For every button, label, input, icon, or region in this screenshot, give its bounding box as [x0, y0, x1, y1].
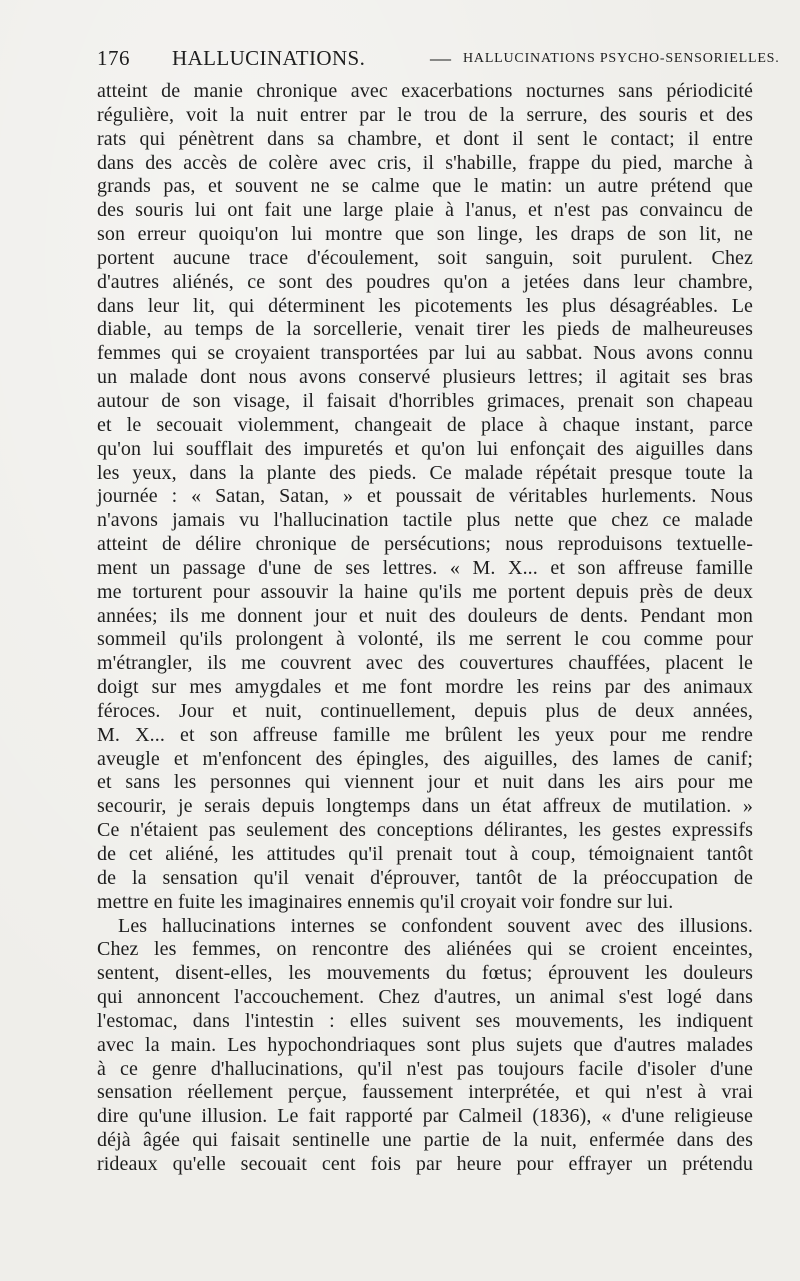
text-line: et le secouait violemment, changeait de place à chaque instant, parce: [97, 413, 753, 436]
text-line: rideaux qu'elle secouait cent fois par heure pour effrayer un prétendu: [97, 1152, 753, 1175]
text-line: Les hallucinations internes se confondent souvent avec des illusions.: [118, 914, 753, 937]
text-line: son erreur quoiqu'on lui montre que son linge, les draps de son lit, ne: [97, 223, 753, 246]
text-line: qu'on lui soufflait des impuretés et qu'on lui enfonçait des aiguilles dans: [97, 437, 753, 460]
text-line: aveugle et m'enfoncent des épingles, des aiguilles, des lames de canif;: [97, 747, 753, 770]
text-line: dire qu'une illusion. Le fait rapporté par Calmeil (1836), « d'une religieuse: [97, 1105, 753, 1128]
text-line: atteint de manie chronique avec exacerbations nocturnes sans périodicité: [97, 80, 753, 102]
text-line: m'étrangler, ils me couvrent avec des couvertures chauffées, placent le: [97, 652, 753, 675]
text-line: sommeil qu'ils prolongent à volonté, ils me serrent le cou comme pour: [97, 628, 753, 651]
text-line: portent aucune trace d'écoulement, soit sanguin, soit purulent. Chez: [97, 246, 753, 269]
text-line: de cet aliéné, les attitudes qu'il prenait tout à coup, témoignaient tantôt: [97, 843, 753, 865]
text-line: atteint de délire chronique de persécutions; nous reproduisons textuelle-: [97, 533, 753, 556]
text-line: mettre en fuite les imaginaires ennemis qu'il croyait voir fondre sur lui.: [97, 890, 674, 913]
running-header: [97, 46, 780, 74]
text-line: l'estomac, dans l'intestin : elles suivent ses mouvements, les indiquent: [97, 1009, 753, 1032]
page-number: 176: [97, 46, 130, 70]
text-line: dans des accès de colère avec cris, il s'habille, frappe du pied, marche à: [97, 151, 753, 174]
body-text: [97, 80, 753, 1177]
text-line: doigt sur mes amygdales et me font mordre les reins par des animaux: [97, 676, 753, 699]
text-line: les yeux, dans la plante des pieds. Ce malade répétait presque toute la: [97, 461, 753, 484]
text-line: me torturent pour assouvir la haine qu'ils me portent depuis près de deux: [97, 580, 753, 603]
text-line: n'avons jamais vu l'hallucination tactile plus nette que chez ce malade: [97, 509, 753, 532]
text-line: femmes qui se croyaient transportées par lui au sabbat. Nous avons connu: [97, 342, 753, 365]
text-line: à ce genre d'hallucinations, qu'il n'est pas toujours facile d'isoler d'une: [97, 1057, 753, 1080]
header-dash: —: [430, 46, 451, 70]
text-line: sensation réellement perçue, faussement interprétée, et qui n'est à vrai: [97, 1081, 753, 1104]
text-line: déjà âgée qui faisait sentinelle une partie de la nuit, enfermée dans des: [97, 1129, 753, 1152]
text-line: sentent, disent-elles, les mouvements du fœtus; éprouvent les douleurs: [97, 962, 753, 985]
text-line: d'autres aliénés, ce sont des poudres qu'on a jetées dans leur chambre,: [97, 270, 753, 293]
text-line: grands pas, et souvent ne se calme que le matin: un autre prétend que: [97, 175, 753, 198]
text-line: des souris lui ont fait une large plaie à l'anus, et n'est pas convaincu de: [97, 199, 753, 222]
text-line: journée : « Satan, Satan, » et poussait de véritables hurlements. Nous: [97, 485, 753, 508]
text-line: années; ils me donnent jour et nuit des douleurs de dents. Pendant mon: [97, 604, 753, 627]
text-line: qui annoncent l'accouchement. Chez d'autres, un animal s'est logé dans: [97, 986, 753, 1009]
text-line: et sans les personnes qui viennent jour et nuit dans les airs pour me: [97, 771, 753, 794]
text-line: M. X... et son affreuse famille me brûlent les yeux pour me rendre: [97, 723, 753, 746]
text-line: de la sensation qu'il venait d'éprouver, tantôt de la préoccupation de: [97, 866, 753, 889]
text-line: féroces. Jour et nuit, continuellement, depuis plus de deux années,: [97, 699, 753, 722]
text-line: ment un passage d'une de ses lettres. « M. X... et son affreuse famille: [97, 556, 753, 579]
text-line: dans leur lit, qui déterminent les picotements les plus désagréables. Le: [97, 294, 753, 317]
text-line: secourir, je serais depuis longtemps dans un état affreux de mutilation. »: [97, 795, 753, 818]
text-line: diable, au temps de la sorcellerie, venait tirer les pieds de malheureuses: [97, 318, 753, 341]
text-line: un malade dont nous avons conservé plusieurs lettres; il agitait ses bras: [97, 366, 753, 389]
text-line: autour de son visage, il faisait d'horribles grimaces, prenait son chapeau: [97, 389, 753, 412]
text-line: Chez les femmes, on rencontre des aliénées qui se croient enceintes,: [97, 938, 753, 961]
running-title: HALLUCINATIONS.: [172, 46, 366, 70]
text-line: Ce n'étaient pas seulement des conceptions délirantes, les gestes expressifs: [97, 819, 753, 842]
text-line: rats qui pénètrent dans sa chambre, et dont il sent le contact; il entre: [97, 127, 753, 150]
text-line: régulière, voit la nuit entrer par le trou de la serrure, des souris et des: [97, 103, 753, 126]
text-line: avec la main. Les hypochondriaques sont plus sujets que d'autres malades: [97, 1033, 753, 1056]
running-subtitle: HALLUCINATIONS PSYCHO-SENSORIELLES.: [463, 51, 780, 66]
